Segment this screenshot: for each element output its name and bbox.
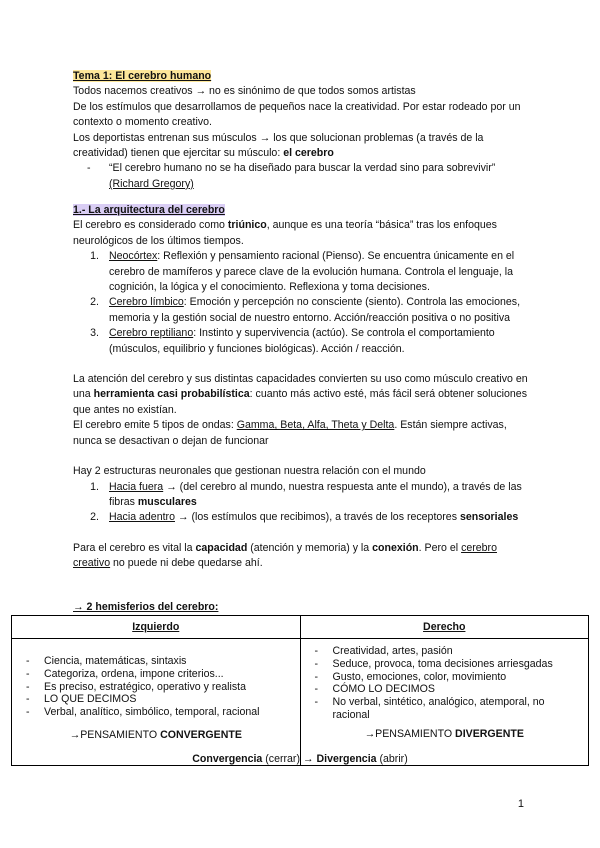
- right-result: →PENSAMIENTO DIVERGENTE: [364, 727, 524, 740]
- left-hemisphere-header: Izquierdo: [12, 616, 301, 639]
- intro-block: [73, 69, 535, 192]
- list-item: - Verbal, analítico, simbólico, temporal, racional: [26, 706, 260, 719]
- intro-line-2: De los estímulos que desarrollamos de pequeños nace la creatividad. Por estar rodeado por un contexto o momento creativo.: [73, 100, 521, 129]
- list-item: - No verbal, sintético, analógico, atemporal, no racional: [314, 696, 545, 721]
- brain-list-item: 2. Cerebro límbico: Emoción y percepción no consciente (siento). Controla las emociones, memoria y la gestión social de nuestro entorno. Acción/reacción positiva o no positiva: [90, 296, 521, 324]
- waves-paragraph: El cerebro emite 5 tipos de ondas: Gamma, Beta, Alfa, Theta y Delta. Están siempre activas, nunca se desactivan o dejan de funcionar: [73, 419, 507, 447]
- right-hemisphere-header: Derecho: [300, 616, 589, 639]
- list-item: - Creatividad, artes, pasión: [314, 645, 453, 657]
- hemispheres-table: [11, 615, 589, 766]
- brain-list-item: 1. Neocórtex: Reflexión y pensamiento racional (Pienso). Se encuentra únicamente en el cerebro de mamíferos y parece clave de la evolución humana. Controla el lenguaje, la cognición, la lógica y el conocimiento. Reflexiona y toma decisiones.: [90, 250, 515, 294]
- structure-list-item: 2. Hacia adentro → (los estímulos que recibimos), a través de los receptores sensoriales: [90, 511, 519, 524]
- page-number: 1: [517, 798, 524, 810]
- left-hemisphere-cell: [12, 639, 301, 766]
- hemispheres-caption: Convergencia (cerrar) → Divergencia (abrir): [192, 753, 408, 765]
- list-item: - CÓMO LO DECIMOS: [314, 683, 435, 696]
- page-title: Tema 1: El cerebro humano: [73, 70, 212, 82]
- left-result: →PENSAMIENTO CONVERGENTE: [69, 728, 242, 741]
- attention-paragraph: La atención del cerebro y sus distintas capacidades convierten su uso como músculo creativo en una herramienta casi probabilística: cuanto más activo esté, más fácil será obtener soluciones que antes no existían.: [73, 373, 528, 416]
- quote-item: - “El cerebro humano no se ha diseñado para buscar la verdad sino para sobrevivir” (Richard Gregory): [87, 162, 496, 190]
- list-item: - Categoriza, ordena, impone criterios...: [26, 667, 224, 680]
- list-item: - Gusto, emociones, color, movimiento: [314, 670, 507, 683]
- brain-list-item: 3. Cerebro reptiliano: Instinto y supervivencia (actúo). Se controla el comportamiento (músculos, equilibrio y funciones biológicas). Acción / reacción.: [90, 327, 495, 355]
- closing-paragraph: Para el cerebro es vital la capacidad (atención y memoria) y la conexión. Pero el cerebro creativo no puede ni debe quedarse ahí.: [73, 541, 497, 570]
- list-item: - LO QUE DECIMOS: [26, 693, 137, 706]
- section-architecture: [73, 203, 535, 572]
- hemispheres-heading: → 2 hemisferios del cerebro:: [73, 601, 219, 613]
- list-item: - Seduce, provoca, toma decisiones arriesgadas: [314, 657, 553, 670]
- structures-intro: Hay 2 estructuras neuronales que gestionan nuestra relación con el mundo: [73, 465, 426, 478]
- intro-line-3: Los deportistas entrenan sus músculos → los que solucionan problemas (a través de la creatividad) tienen que ejercitar su músculo: el cerebro: [73, 131, 484, 160]
- section-heading: 1.- La arquitectura del cerebro: [73, 204, 225, 216]
- list-item: - Es preciso, estratégico, operativo y realista: [26, 680, 246, 693]
- intro-line-1: Todos nacemos creativos → no es sinónimo de que todos somos artistas: [73, 85, 416, 98]
- quote-text: “El cerebro humano no se ha diseñado para buscar la verdad sino para sobrevivir”: [109, 162, 496, 175]
- list-item: - Ciencia, matemáticas, sintaxis: [26, 655, 187, 667]
- structure-list-item: 1. Hacia fuera → (del cerebro al mundo, nuestra respuesta ante el mundo), a través de las fibras musculares: [90, 480, 522, 508]
- quote-author: (Richard Gregory): [109, 177, 194, 190]
- section-intro: El cerebro es considerado como triúnico, aunque es una teoría “básica” tras los enfoques neurológicos de los últimos tiempos.: [73, 219, 497, 247]
- right-hemisphere-cell: [300, 639, 589, 766]
